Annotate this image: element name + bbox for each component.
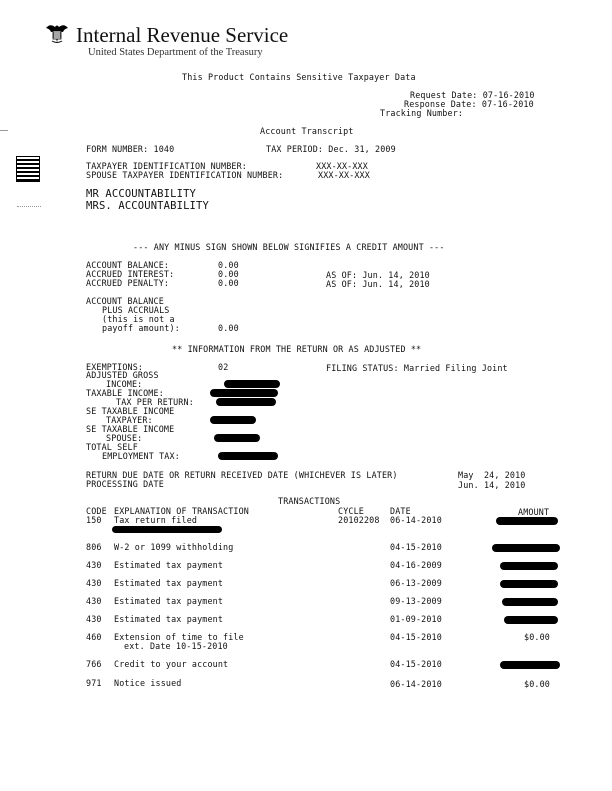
irs-eagle-logo-icon [44,22,70,44]
exemptions-value: 02 [218,362,229,372]
table-row-code: 430 [86,596,102,606]
tax-per-return-label: TAX PER RETURN: [116,397,194,407]
return-due-value: May 24, 2010 [458,470,526,480]
redacted-amount [502,598,558,606]
table-row-explanation: Estimated tax payment [114,560,224,570]
table-row-explanation: Estimated tax payment [114,614,224,624]
table-row-date: 04-15-2010 [390,659,442,669]
redacted-amount [500,580,558,588]
agency-name: Internal Revenue Service [76,23,289,47]
tracking-number: Tracking Number: [380,108,464,118]
se-spouse-label-2: SPOUSE: [106,433,143,443]
spouse-tin-value: XXX-XX-XXX [318,170,370,180]
taxpayer-name-2: MRS. ACCOUNTABILITY [86,200,209,212]
redacted-amount [504,616,558,624]
account-balance-label: ACCOUNT BALANCE: [86,260,170,270]
table-row-explanation: Tax return filed [114,515,198,525]
table-row-explanation: Extension of time to file [114,632,244,642]
total-se-label-1: TOTAL SELF [86,442,138,452]
faint-mark [17,206,41,210]
redacted-total-se-tax [218,452,278,460]
table-row-explanation: Estimated tax payment [114,578,224,588]
col-date: DATE [390,506,411,516]
table-row-date: 06-14-2010 [390,515,442,525]
taxable-income-label: TAXABLE INCOME: [86,388,164,398]
table-row-amount: $0.00 [524,632,550,642]
accrued-penalty-label: ACCRUED PENALTY: [86,278,170,288]
request-date: Request Date: 07-16-2010 [410,90,535,100]
accrued-penalty-value: 0.00 [218,278,239,288]
plus-accruals-line4: payoff amount): [102,323,180,333]
taxpayer-name-1: MR ACCOUNTABILITY [86,188,197,200]
return-due-label: RETURN DUE DATE OR RETURN RECEIVED DATE (WHICHEVER IS LATER) [86,470,398,480]
agi-label-1: ADJUSTED GROSS [86,370,159,380]
filing-status: FILING STATUS: Married Filing Joint [326,363,508,373]
table-row-code: 460 [86,632,102,642]
plus-accruals-line3: (this is not a [102,314,175,324]
redacted-amount [500,661,560,669]
table-row-code: 971 [86,678,102,688]
se-taxpayer-label-1: SE TAXABLE INCOME [86,406,175,416]
scan-edge-mark [0,130,8,131]
accrued-penalty-asof: AS OF: Jun. 14, 2010 [326,279,430,289]
table-row-date: 04-15-2010 [390,632,442,642]
table-row-date: 04-16-2009 [390,560,442,570]
table-row-code: 150 [86,515,102,525]
form-number: FORM NUMBER: 1040 [86,144,175,154]
table-row-code: 430 [86,578,102,588]
table-row-date: 04-15-2010 [390,542,442,552]
document-title: Account Transcript [260,126,354,136]
tin-value: XXX-XX-XXX [316,161,368,171]
accrued-interest-asof: AS OF: Jun. 14, 2010 [326,270,430,280]
table-row-explanation: Estimated tax payment [114,596,224,606]
spouse-tin-label: SPOUSE TAXPAYER IDENTIFICATION NUMBER: [86,170,284,180]
transactions-title: TRANSACTIONS [278,496,341,506]
sensitive-notice: This Product Contains Sensitive Taxpayer Data [182,72,416,82]
se-taxpayer-label-2: TAXPAYER: [106,415,153,425]
table-row-explanation: W-2 or 1099 withholding [114,542,234,552]
plus-accruals-line1: ACCOUNT BALANCE [86,296,164,306]
redacted-se-taxpayer [210,416,256,424]
processing-date-value: Jun. 14, 2010 [458,480,526,490]
exemptions-label: EXEMPTIONS: [86,362,144,372]
total-se-label-2: EMPLOYMENT TAX: [102,451,180,461]
accrued-interest-value: 0.00 [218,269,239,279]
table-row-date: 06-13-2009 [390,578,442,588]
table-row-code: 806 [86,542,102,552]
redacted-tax-per-return [216,398,276,406]
col-explanation: EXPLANATION OF TRANSACTION [114,506,249,516]
processing-date-label: PROCESSING DATE [86,479,164,489]
tax-period: TAX PERIOD: Dec. 31, 2009 [266,144,396,154]
col-amount: AMOUNT [518,507,550,517]
barcode-icon [16,156,40,182]
redacted-row-underline [112,526,222,533]
redacted-taxable-income [210,389,278,397]
response-date: Response Date: 07-16-2010 [404,99,534,109]
se-spouse-label-1: SE TAXABLE INCOME [86,424,175,434]
redacted-amount [492,544,560,552]
plus-accruals-value: 0.00 [218,323,239,333]
table-row-code: 766 [86,659,102,669]
table-row-explanation-2: ext. Date 10-15-2010 [124,641,228,651]
tin-label: TAXPAYER IDENTIFICATION NUMBER: [86,161,247,171]
col-cycle: CYCLE [338,506,364,516]
redacted-agi [224,380,280,388]
table-row-cycle: 20102208 [338,515,380,525]
minus-sign-notice: --- ANY MINUS SIGN SHOWN BELOW SIGNIFIES A CREDIT AMOUNT --- [133,242,445,252]
plus-accruals-line2: PLUS ACCRUALS [102,305,170,315]
table-row-date: 06-14-2010 [390,679,442,689]
table-row-code: 430 [86,560,102,570]
redacted-se-spouse [214,434,260,442]
account-balance-value: 0.00 [218,260,239,270]
accrued-interest-label: ACCRUED INTEREST: [86,269,175,279]
department-name: United States Department of the Treasury [88,47,263,58]
agi-label-2: INCOME: [106,379,143,389]
table-row-explanation: Notice issued [114,678,182,688]
table-row-explanation: Credit to your account [114,659,229,669]
redacted-amount [496,517,558,525]
table-row-code: 430 [86,614,102,624]
table-row-amount: $0.00 [524,679,550,689]
table-row-date: 01-09-2010 [390,614,442,624]
table-row-date: 09-13-2009 [390,596,442,606]
redacted-amount [500,562,558,570]
info-section-header: ** INFORMATION FROM THE RETURN OR AS ADJUSTED ** [172,344,422,354]
col-code: CODE [86,506,107,516]
